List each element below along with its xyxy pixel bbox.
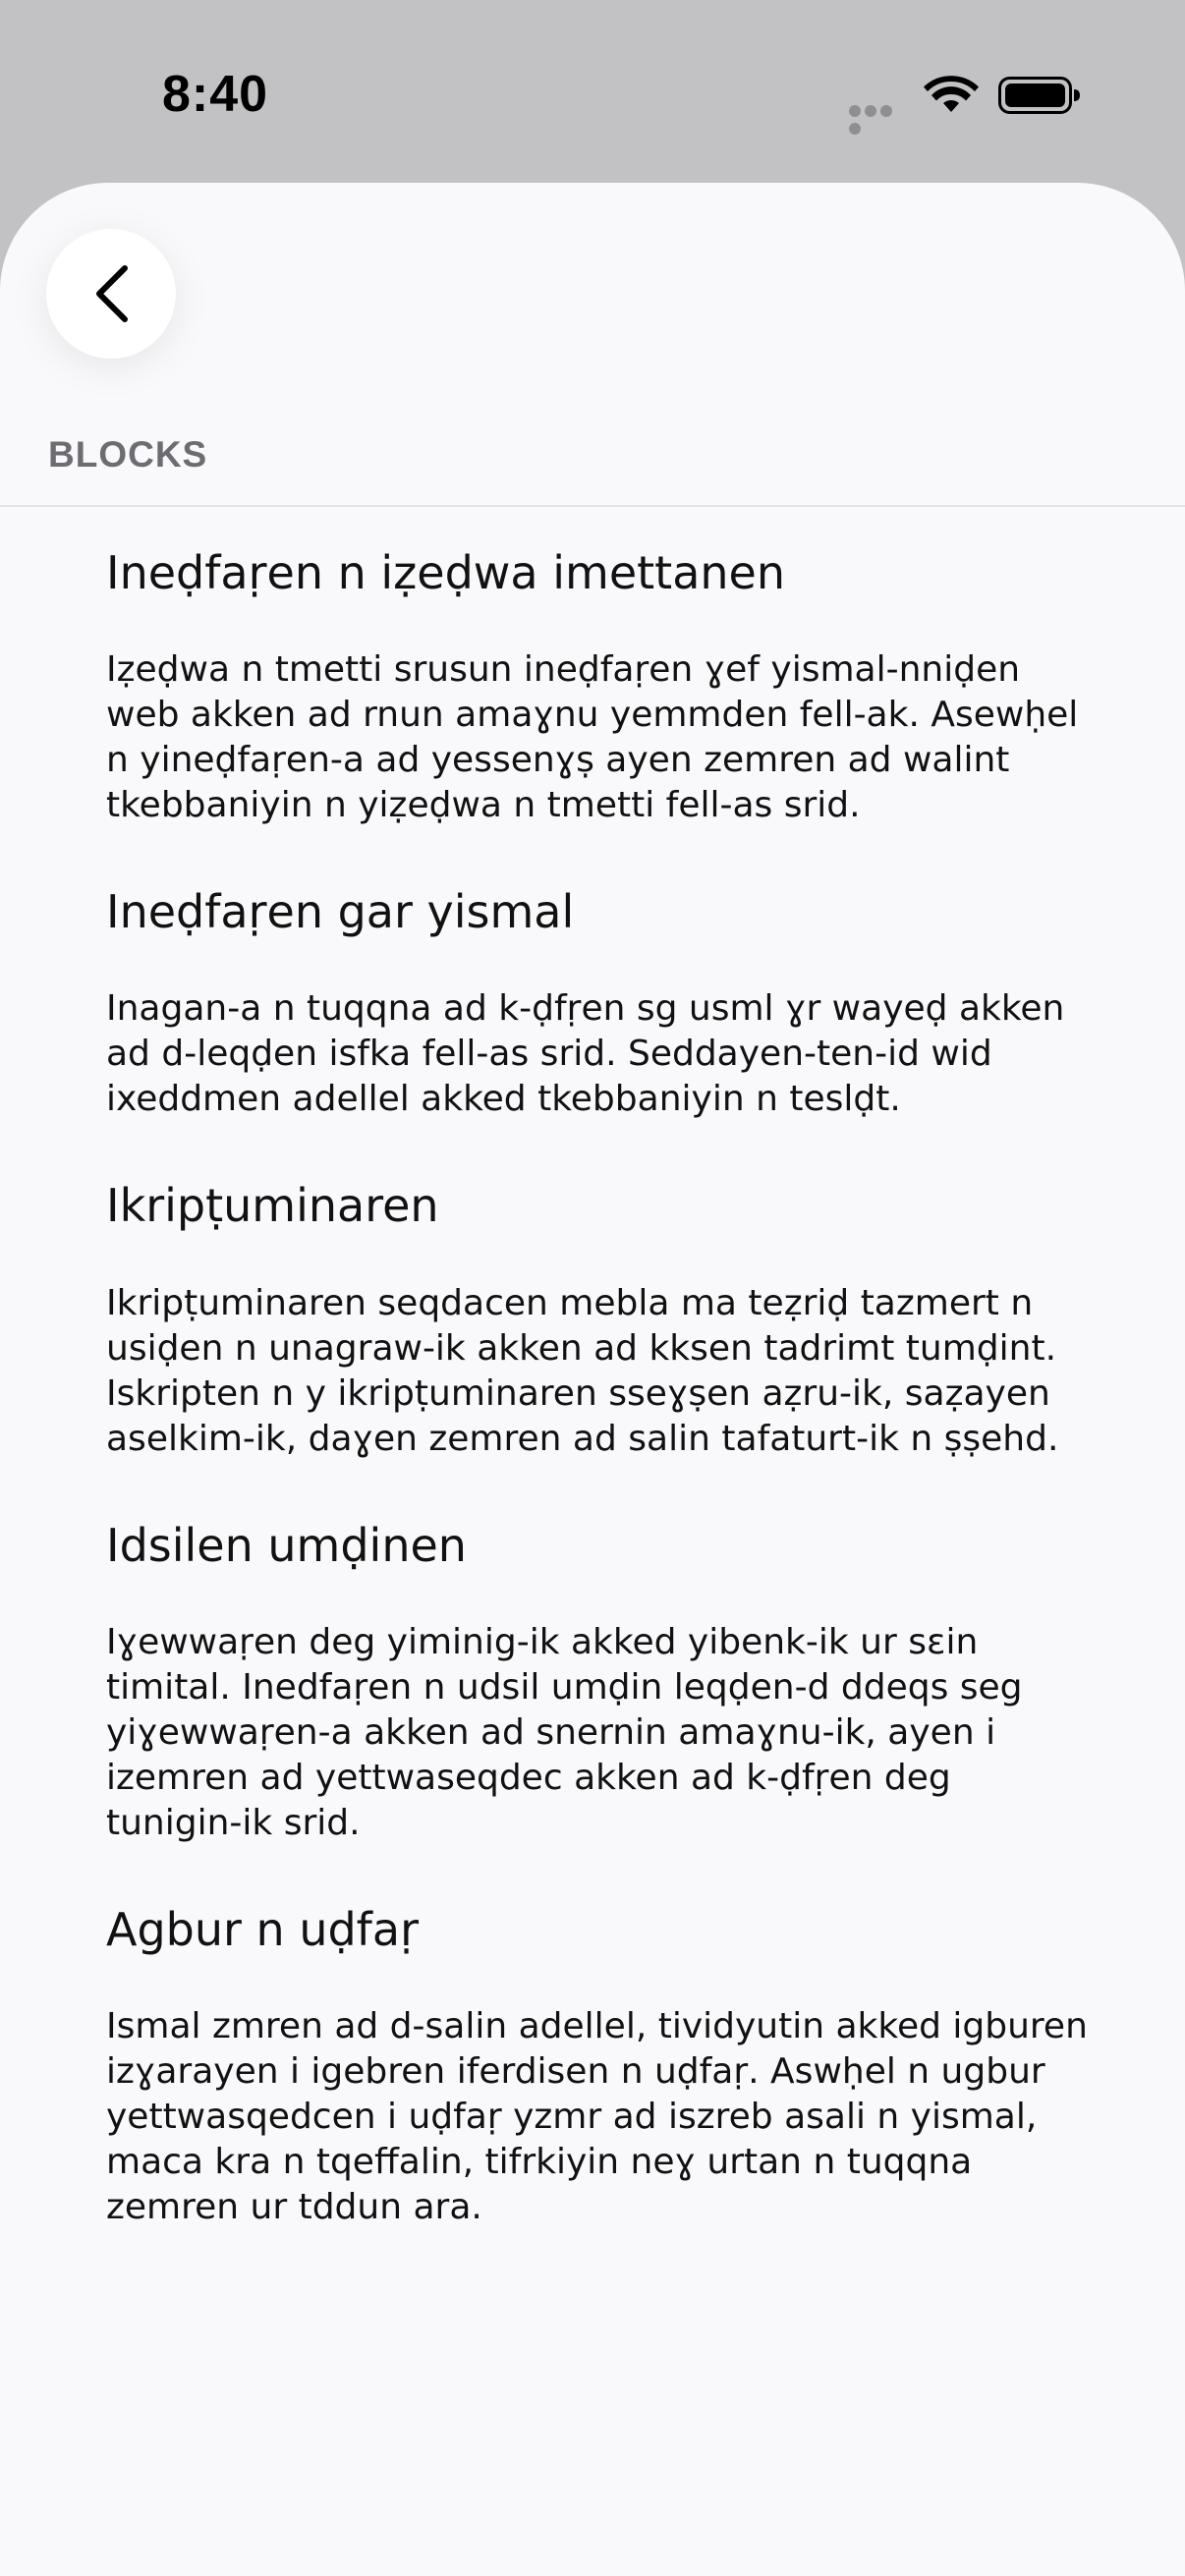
status-bar (0, 0, 1185, 187)
block-item (106, 1179, 1089, 1461)
block-title: Agbur n uḍfaṛ (106, 1902, 419, 1956)
battery-icon (998, 77, 1081, 114)
block-description: Inagan-a n tuqqna ad k-ḍfṛen sg usml ɣr wayeḍ akken ad d-leqḍen isfka fell-as srid. Seddayen-ten-id wid ixeddmen adellel akked tkebbaniyin n teslḍt. (106, 988, 1065, 1120)
chevron-left-icon (91, 263, 131, 324)
section-label: BLOCKS (48, 434, 208, 475)
status-time: 8:40 (162, 66, 269, 123)
content-sheet (0, 183, 1185, 2576)
block-title: Ikripṭuminaren (106, 1179, 439, 1233)
block-title: Idsilen umḍinen (106, 1518, 467, 1572)
cellular-dots-icon (849, 104, 908, 116)
block-item (106, 546, 1089, 828)
back-button[interactable] (46, 229, 176, 359)
block-description: Ismal zmren ad d-salin adellel, tividyutin akked igburen izɣarayen i igebren iferdisen n uḍfaṛ. Aswḥel n ugbur yettwasqedcen i uḍfaṛ yzmr ad iszreb asali n yismal, maca kra n tqeffalin, tifrkiyin neɣ urtan n tuqqna zemren ur tddun ara. (106, 2005, 1088, 2227)
block-description: Ikripṭuminaren seqdacen mebla ma teẓriḍ tazmert n usiḍen n unagraw-ik akken ad kksen tadrimt tumḍint. Iskripten n y ikripṭuminaren sseɣṣen aẓru-ik, saẓayen aselkim-ik, daɣen zemren ad salin tafaturt-ik n ṣṣehd. (106, 1282, 1059, 1459)
block-item (106, 885, 1089, 1122)
block-item (106, 1519, 1089, 1846)
divider (0, 505, 1185, 507)
wifi-icon (924, 75, 979, 114)
blocks-list (106, 546, 1089, 2287)
block-title: Ineḍfaṛen n iẓeḍwa imettanen (106, 546, 785, 599)
block-title: Ineḍfaṛen gar yismal (106, 885, 575, 939)
block-description: Iẓeḍwa n tmetti srusun ineḍfaṛen ɣef yismal-nniḍen web akken ad rnun amaɣnu yemmden fell-ak. Asewḥel n yineḍfaṛen-a ad yessenɣṣ ayen zemren ad walint tkebbaniyin n yiẓeḍwa n tmetti fell-as srid. (106, 649, 1079, 826)
block-item (106, 1903, 1089, 2230)
block-description: Iɣewwaṛen deg yiminig-ik akked yibenk-ik ur sɛin timital. Inedfaṛen n udsil umḍin leqḍen-d ddeqs seg yiɣewwaṛen-a akken ad snernin amaɣnu-ik, ayen i izemren ad yettwaseqdec akken ad k-ḍfṛen deg tunigin-ik srid. (106, 1621, 1023, 1843)
